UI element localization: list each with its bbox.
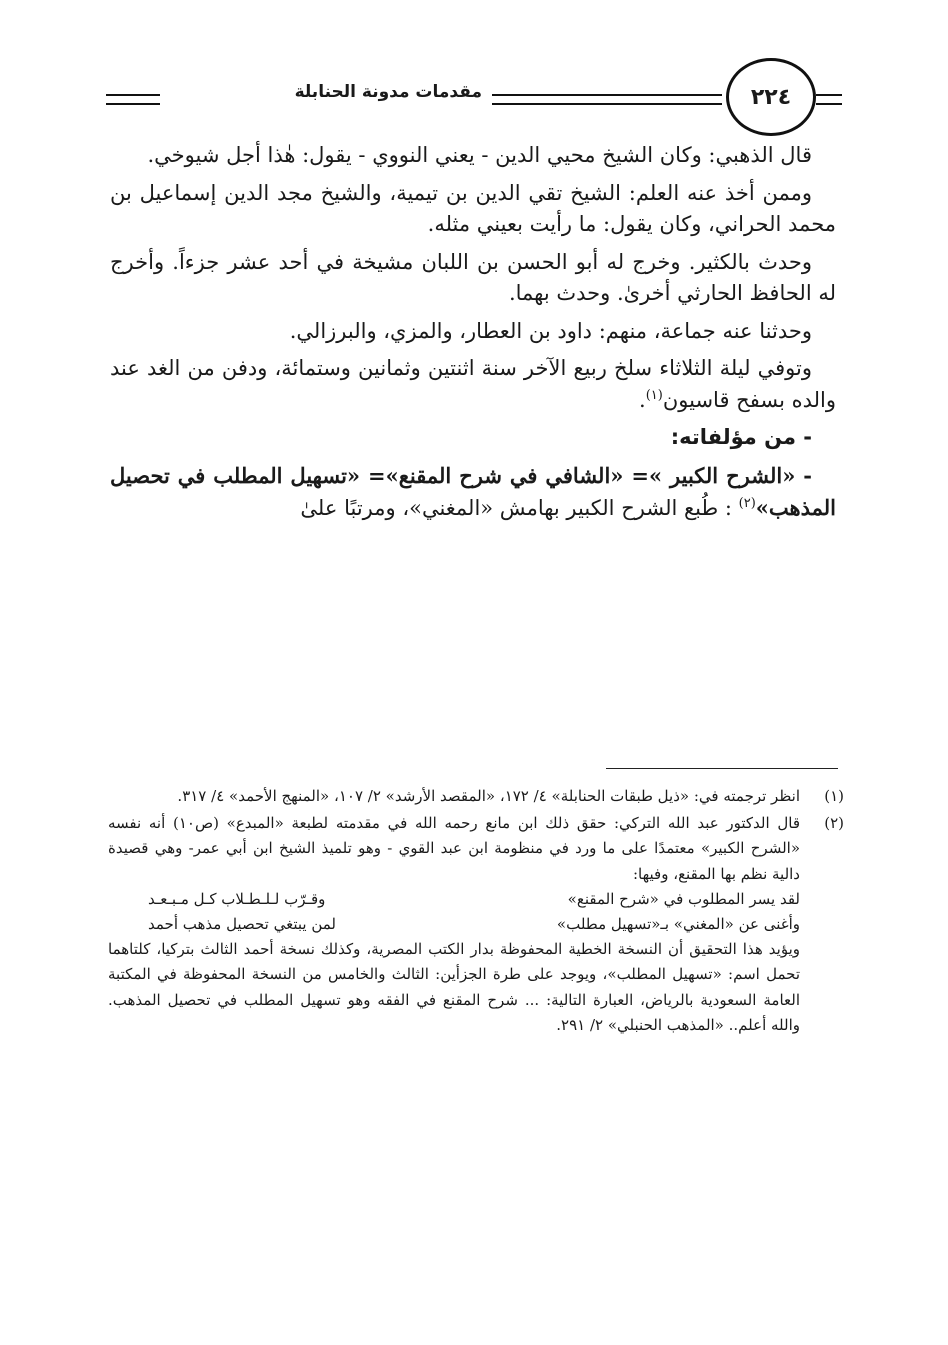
main-text	[110, 140, 836, 531]
footnote-1	[108, 784, 844, 809]
footnote-number: (١)	[824, 787, 844, 805]
death-end: .	[639, 387, 646, 412]
paragraph-dhahabi: قال الذهبي: وكان الشيخ محيي الدين - يعني النووي - يقول: هٰذا أجل شيوخي.	[147, 143, 812, 167]
verse-second-hemistich: وقـرّب لـلـطـلاب كـل مـبـعـد	[148, 889, 326, 908]
header-rule-middle	[492, 94, 722, 105]
works-note: : طُبع الشرح الكبير بهامش «المغني»، ومرتبًا علىٰ	[300, 496, 739, 520]
header-rule-left	[106, 94, 160, 105]
works-heading: - من مؤلفاته:	[670, 425, 812, 449]
death-text: وتوفي ليلة الثلاثاء سلخ ربيع الآخر سنة اثنتين وثمانين وستمائة، ودفن من الغد عند والده بسفح قاسيون	[110, 356, 836, 412]
page-header	[106, 58, 842, 138]
footnote-ref-1[interactable]: (١)	[645, 387, 663, 403]
footnote-2	[108, 811, 844, 1038]
footnotes	[108, 784, 844, 1040]
works-title: - «الشرح الكبير »= «الشافي في شرح المقنع»= «تسهيل المطلب في تحصيل المذهب»	[110, 462, 836, 520]
verse-second-hemistich: لمن يبتغي تحصيل مذهب أحمد	[148, 914, 336, 933]
verse-line	[108, 912, 800, 937]
verse-first-hemistich: وأغنى عن «المغني» بـ«تسهيل مطلب»	[556, 914, 800, 933]
footnote-body	[108, 784, 800, 809]
paragraph-narrators: وحدثنا عنه جماعة، منهم: داود بن العطار، والمزي، والبرزالي.	[289, 318, 812, 343]
page-number: ٢٢٤	[726, 58, 816, 136]
header-rule-right	[816, 94, 842, 105]
paragraph-death	[110, 353, 836, 416]
running-title: مقدمات مدونة الحنابلة	[294, 82, 482, 102]
footnote-body	[108, 811, 800, 1038]
paragraph-students: وممن أخذ عنه العلم: الشيخ تقي الدين بن تيمية، والشيخ مجد الدين إسماعيل بن محمد الحراني، وكان يقول: ما رأيت بعيني مثله.	[110, 180, 836, 236]
footnote-ref-2[interactable]: (٢)	[738, 496, 756, 511]
footnote-separator	[606, 768, 838, 769]
footnote-outro: ويؤيد هذا التحقيق أن النسخة الخطية المحفوظة بدار الكتب المصرية، وكذلك نسخة أحمد الثالث بتركيا، كلتاهما تحمل اسم: «تسهيل المطلب»، ويوجد على طرة الجزأين: الثالث والخامس من النسخة المحفوظة في المكتبة العامة السعودية بالرياض، العبارة التالية: ... شرح المقنع في الفقه وهو تسهيل المطلب في تحصيل المذهب. والله أعلم.. «المذهب الحنبلي» ٢/ ٢٩١.	[108, 940, 800, 1034]
footnote-number: (٢)	[824, 814, 844, 833]
paragraph-narration: وحدث بالكثير. وخرج له أبو الحسن بن اللبان مشيخة في أحد عشر جزءاً. وأخرج له الحافظ الحارثي أخرىٰ. وحدث بهما.	[110, 249, 836, 305]
verse-line	[108, 887, 800, 912]
paragraph-works	[110, 460, 836, 525]
footnote-text: انظر ترجمته في: «ذيل طبقات الحنابلة» ٤/ ١٧٢، «المقصد الأرشد» ٢/ ١٠٧، «المنهج الأحمد» ٤/ ٣١٧.	[177, 787, 800, 805]
footnote-intro: قال الدكتور عبد الله التركي: حقق ذلك ابن مانع رحمه الله في مقدمته لطبعة «المبدع» (ص١٠) أنه نفسه «الشرح الكبير» معتمدًا على ما ورد في منظومة ابن عبد القوي - وهو تلميذ الشيخ ابن أبي عمر- وهي قصيدة دالية نظم بها المقنع، وفيها:	[108, 814, 800, 883]
verse-first-hemistich: لقد يسر المطلوب في «شرح المقنع»	[567, 889, 800, 908]
